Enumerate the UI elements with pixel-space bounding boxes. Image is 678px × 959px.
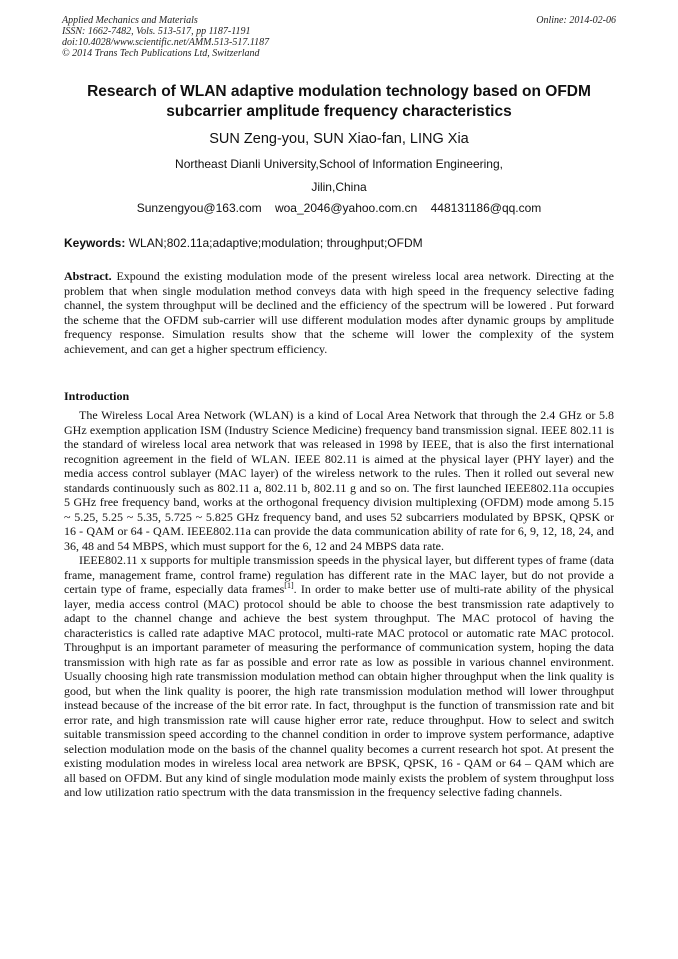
keywords-text: WLAN;802.11a;adaptive;modulation; throughput;OFDM: [125, 236, 423, 250]
abstract-text: Expound the existing modulation mode of the present wireless local area network. Directing at the problem that when single modulation method conveys data with high speed in the frequency selective fading channel, the system throughput will be declined and the efficiency of the spectrum will be lowered . Put forward the scheme that the OFDM sub-carrier will use different modulation modes after dynamic groups by amplitude frequency response. Simulation results show that the scheme will lower the complexity of the system achievement, and can get a higher spectrum efficiency.: [64, 269, 614, 356]
issn-line: ISSN: 1662-7482, Vols. 513-517, pp 1187-1191: [62, 26, 251, 37]
intro-paragraph-2-part-1: IEEE802.11 x supports for multiple transmission speeds in the physical layer, but different types of frame (data frame, management frame, control frame) regulation has different rate in the MAC layer, but do not provide a certain type of frame, especially data frames: [64, 553, 614, 596]
email-3[interactable]: 448131186@qq.com: [430, 201, 542, 215]
title-line-1: Research of WLAN adaptive modulation technology based on OFDM: [87, 83, 591, 100]
copyright-line: © 2014 Trans Tech Publications Ltd, Switzerland: [62, 48, 260, 59]
title-line-2: subcarrier amplitude frequency characteristics: [166, 103, 512, 120]
citation-ref[interactable]: [1]: [284, 581, 294, 590]
keywords: [64, 236, 423, 251]
affiliation-line-2: Jilin,China: [311, 180, 367, 194]
journal-name: Applied Mechanics and Materials: [62, 15, 198, 26]
abstract-label: Abstract.: [64, 269, 112, 283]
author-emails: [62, 201, 616, 216]
intro-paragraph-2-part-2: . In order to make better use of multi-rate ability of the physical layer, media access control (MAC) protocol should be able to choose the best transmission rate adaptively to adapt to the channel change and achieve the best system throughput. The MAC protocol of having the characteristics is called rate adaptive MAC protocol, multi-rate MAC protocol or automatic rate MAC protocol. Throughput is an important parameter of measuring the performance of communication system, hoping the data transmission with high rate as far as possible and error rate as low as possible in various channel environment. Usually choosing high rate transmission modulation method can obtain higher throughput when the link quality is good, but when the link quality is poorer, the high rate transmission modulation method will lower throughput instead because of the increase of the bit error rate. In fact, throughput is the function of transmission rate and bit error rate, and high transmission rate will cause higher error rate, reduce throughput. How to select and switch suitable transmission speed according to the channel condition in order to improve system performance, adaptive selection modulation mode on the basis of the channel quality becomes a current research hot spot. At present the existing modulation modes in wireless local area network are BPSK, QPSK, 16 - QAM or 64 – QAM which are all based on OFDM. But any kind of single modulation mode mainly exists the problem of system throughput loss and low utilization ratio spectrum with the data transmission in the frequency selective fading channels.: [64, 582, 614, 799]
paper-title: [62, 82, 616, 122]
abstract: [64, 269, 614, 356]
doi-line: doi:10.4028/www.scientific.net/AMM.513-517.1187: [62, 37, 270, 48]
keywords-label: Keywords:: [64, 236, 126, 250]
introduction-body: [64, 408, 614, 800]
email-1[interactable]: Sunzengyou@163.com: [136, 201, 262, 215]
intro-paragraph-1: The Wireless Local Area Network (WLAN) is a kind of Local Area Network that through the 2.4 GHz or 5.8 GHz exemption application ISM (Industry Science Medicine) frequency band transmission signal. IEEE 802.11 is the standard of wireless local area network that was released in 1998 by IEEE, that is also the first international recognition agreement in the field of WLAN. IEEE 802.11 is aimed at the physical layer (PHY layer) and the media access control sublayer (MAC layer) of the wireless network to the rules. Then it rolled out several new standards continuously such as 802.11 a, 802.11 b, 802.11 g and so on. The first launched IEEE802.11a occupies 5 GHz free frequency band, works at the orthogonal frequency division multiplexing (OFDM) mode among 5.15 ~ 5.25, 5.25 ~ 5.35, 5.725 ~ 5.825 GHz frequency band, and uses 52 subcarriers modulated by BPSK, QPSK or 16 - QAM or 64 - QAM. IEEE802.11a can provide the data communication ability of rate for 6, 9, 12, 18, 24, and 36, 48 and 54 MBPS, which must support for the 6, 12 and 24 MBPS data rate.: [64, 408, 614, 553]
affiliation-line-1: Northeast Dianli University,School of Information Engineering,: [175, 157, 503, 171]
authors: SUN Zeng-you, SUN Xiao-fan, LING Xia: [209, 131, 469, 147]
email-2[interactable]: woa_2046@yahoo.com.cn: [274, 201, 418, 215]
section-heading-introduction: Introduction: [64, 389, 130, 403]
intro-paragraph-2: [64, 553, 614, 800]
online-date: Online: 2014-02-06: [536, 15, 616, 26]
journal-header: [62, 15, 269, 59]
